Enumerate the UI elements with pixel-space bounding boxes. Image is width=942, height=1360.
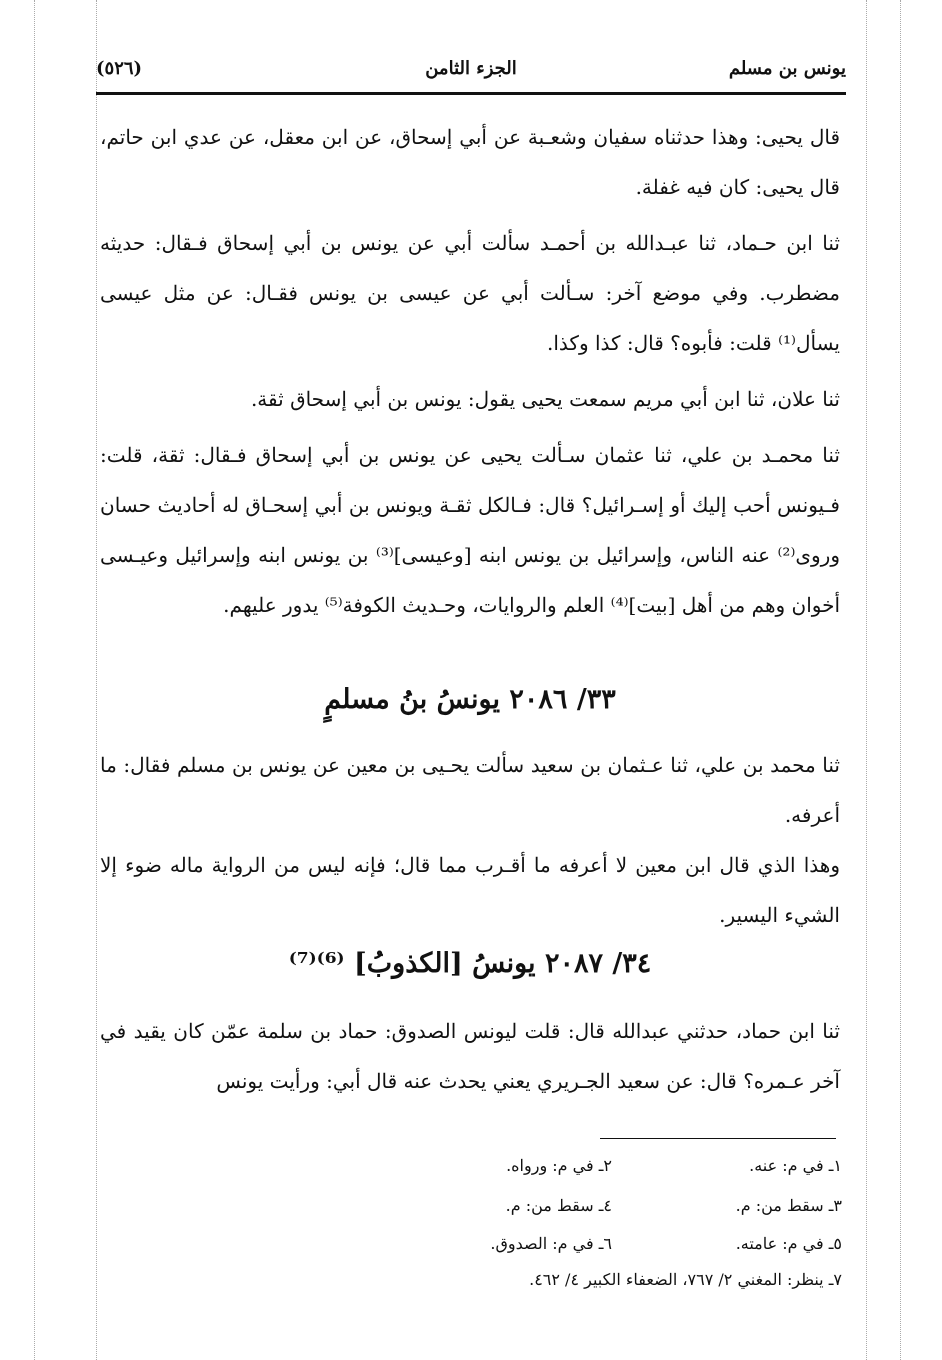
footnote-rule <box>600 1138 836 1139</box>
page-number: (٥٢٦) <box>96 58 143 79</box>
scan-margin-line <box>866 0 867 1360</box>
header-rule <box>96 92 846 95</box>
paragraph: ثنا ابن حماد، حدثني عبدالله قال: قلت ليونس الصدوق: حماد بن سلمة عمّن كان يقيد في آخر عـمره؟ قال: عن سعيد الجـريري يعني يحدث عنه قال أبي: ورأيت يونس <box>100 1019 840 1093</box>
footnote: ٤ـ سقط من: م. <box>505 1196 612 1215</box>
paragraph: ثنا علان، ثنا ابن أبي مريم سمعت يحيى يقول: يونس بن أبي إسحاق ثقة. <box>250 387 840 411</box>
chapter-title: ٣٣/ ٢٠٨٦ يونسُ بنُ مسلمٍ <box>324 684 616 715</box>
paragraph: ثنا محمد بن علي، ثنا عـثمان بن سعيد سألت يحـيى بن معين عن يونس بن مسلم فقال: ما أعرفه. <box>100 753 840 827</box>
page-header <box>96 50 846 90</box>
paragraph: وهذا الذي قال ابن معين لا أعرفه ما أقـرب مما قال؛ فإنه ليس من الرواية ماله ضوء إلا الشيء اليسير. <box>100 853 840 927</box>
paragraph: ثنا محمـد بن علي، ثنا عثمان سـألت يحيى عن يونس بن أبي إسحاق فـقال: ثقة، قلت: فـيونس أحب إليك أو إسـرائيل؟ قال: فـالكل ثقـة ويونس بن أبي إسحـاق له أحاديث حسان وروى⁽²⁾ عنه الناس، وإسرائيل بن يونس ابنه [وعيسى]⁽³⁾ بن يونس ابنه وإسرائيل وعيـسى أخوان وهم من أهل [بيت]⁽⁴⁾ العلم والروايات، وحـديث الكوفة⁽⁵⁾ يدور عليهم. <box>100 443 840 617</box>
chapter-title: ٣٤/ ٢٠٨٧ يونسُ [الكذوبُ] ⁽⁶⁾⁽⁷⁾ <box>288 948 652 979</box>
scan-edge-line <box>34 0 35 1360</box>
footnote: ٥ـ في م: عامته. <box>735 1234 842 1253</box>
footnote: ٢ـ في م: ورواه. <box>506 1156 612 1175</box>
footnote: ١ـ في م: عنه. <box>749 1156 842 1175</box>
footnote: ٦ـ في م: الصدوق. <box>490 1234 612 1253</box>
paragraph: قال يحيى: وهذا حدثناه سفيان وشعـبة عن أبي إسحاق، عن ابن معقل، عن عدي ابن حاتم، قال يحيى: كان فيه غفلة. <box>100 125 840 199</box>
footnote: ٣ـ سقط من: م. <box>735 1196 842 1215</box>
scan-margin-line <box>96 0 97 1360</box>
running-title: يونس بن مسلم <box>728 58 846 79</box>
paragraph: ثنا ابن حـماد، ثنا عبـدالله بن أحمـد سألت أبي عن يونس بن أبي إسحاق فـقال: حديثه مضطرب. وفي موضع آخر: سـألت أبي عن عيسى بن يونس فقـال: عن مثل عيسى يسأل⁽¹⁾ قلت: فأبوه؟ قال: كذا وكذا. <box>100 231 840 355</box>
volume-title: الجزء الثامن <box>425 58 517 79</box>
footnote: ٧ـ ينظر: المغني ٢/ ٧٦٧، الضعفاء الكبير ٤/ ٤٦٢. <box>529 1270 842 1289</box>
scan-edge-line <box>900 0 901 1360</box>
